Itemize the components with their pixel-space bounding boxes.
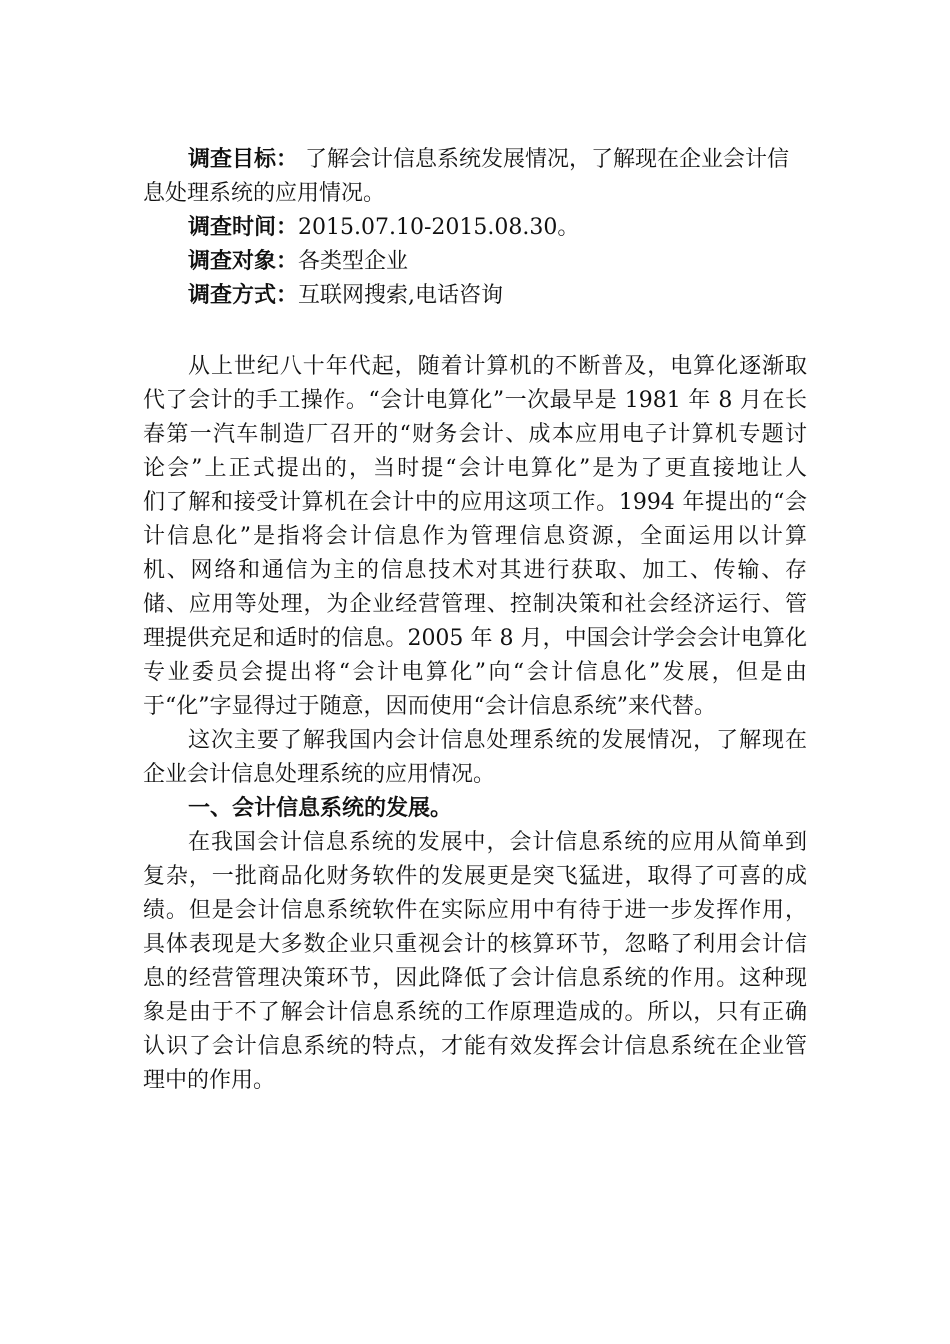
paragraph-line: 这次主要了解我国内会计信息处理系统的发展情况，了解现在 (188, 728, 807, 753)
paragraph-line: 复杂，一批商品化财务软件的发展更是突飞猛进，取得了可喜的成 (143, 864, 807, 889)
survey-time-line (143, 211, 807, 245)
survey-goal-label: 调查目标： (188, 147, 299, 172)
paragraph-line: 们了解和接受计算机在会计中的应用这项工作。1994 年提出的“会 (143, 490, 807, 515)
paragraph-line: 理中的作用。 (143, 1068, 276, 1093)
survey-method-line (143, 279, 807, 313)
survey-goal-continuation: 息处理系统的应用情况。 (143, 181, 386, 206)
section-gap (143, 313, 807, 350)
survey-subject-label: 调查对象： (188, 249, 299, 274)
paragraph-line: 机、网络和通信为主的信息技术对其进行获取、加工、传输、存 (143, 558, 807, 583)
survey-goal-line (143, 143, 807, 177)
survey-time-label: 调查时间： (188, 215, 299, 240)
document-body (143, 143, 807, 1098)
paragraph-line: 息的经营管理决策环节，因此降低了会计信息系统的作用。这种现 (143, 966, 807, 991)
paragraph-line: 储、应用等处理，为企业经营管理、控制决策和社会经济运行、管 (143, 592, 807, 617)
paragraph-line: 在我国会计信息系统的发展中，会计信息系统的应用从简单到 (188, 830, 807, 855)
paragraph-line: 计信息化”是指将会计信息作为管理信息资源，全面运用以计算 (143, 524, 807, 549)
survey-goal-text: 了解会计信息系统发展情况，了解现在企业会计信 (298, 147, 790, 172)
survey-time-text: 2015.07.10-2015.08.30。 (298, 215, 580, 240)
survey-method-text: 互联网搜索,电话咨询 (298, 283, 504, 308)
survey-method-label: 调查方式： (188, 283, 299, 308)
paragraph-line: 于“化”字显得过于随意，因而使用“会计信息系统”来代替。 (143, 694, 716, 719)
paragraph-development (143, 826, 807, 1098)
section-heading: 一、会计信息系统的发展。 (188, 796, 453, 821)
paragraph-history (143, 350, 807, 724)
paragraph-line: 从上世纪八十年代起，随着计算机的不断普及，电算化逐渐取 (188, 354, 807, 379)
paragraph-purpose (143, 724, 807, 792)
paragraph-line: 春第一汽车制造厂召开的“财务会计、成本应用电子计算机专题讨 (143, 422, 807, 447)
paragraph-line: 企业会计信息处理系统的应用情况。 (143, 762, 496, 787)
paragraph-line: 理提供充足和适时的信息。2005 年 8 月，中国会计学会会计电算化 (143, 626, 807, 651)
paragraph-line: 专业委员会提出将“会计电算化”向“会计信息化”发展，但是由 (143, 660, 807, 685)
paragraph-line: 论会”上正式提出的，当时提“会计电算化”是为了更直接地让人 (143, 456, 807, 481)
paragraph-line: 具体表现是大多数企业只重视会计的核算环节，忽略了利用会计信 (143, 932, 807, 957)
paragraph-line: 代了会计的手工操作。“会计电算化”一次最早是 1981 年 8 月在长 (143, 388, 807, 413)
paragraph-line: 象是由于不了解会计信息系统的工作原理造成的。所以，只有正确 (143, 1000, 807, 1025)
survey-subject-line (143, 245, 807, 279)
paragraph-line: 绩。但是会计信息系统软件在实际应用中有待于进一步发挥作用， (143, 898, 807, 923)
survey-subject-text: 各类型企业 (298, 249, 409, 274)
paragraph-line: 认识了会计信息系统的特点，才能有效发挥会计信息系统在企业管 (143, 1034, 807, 1059)
